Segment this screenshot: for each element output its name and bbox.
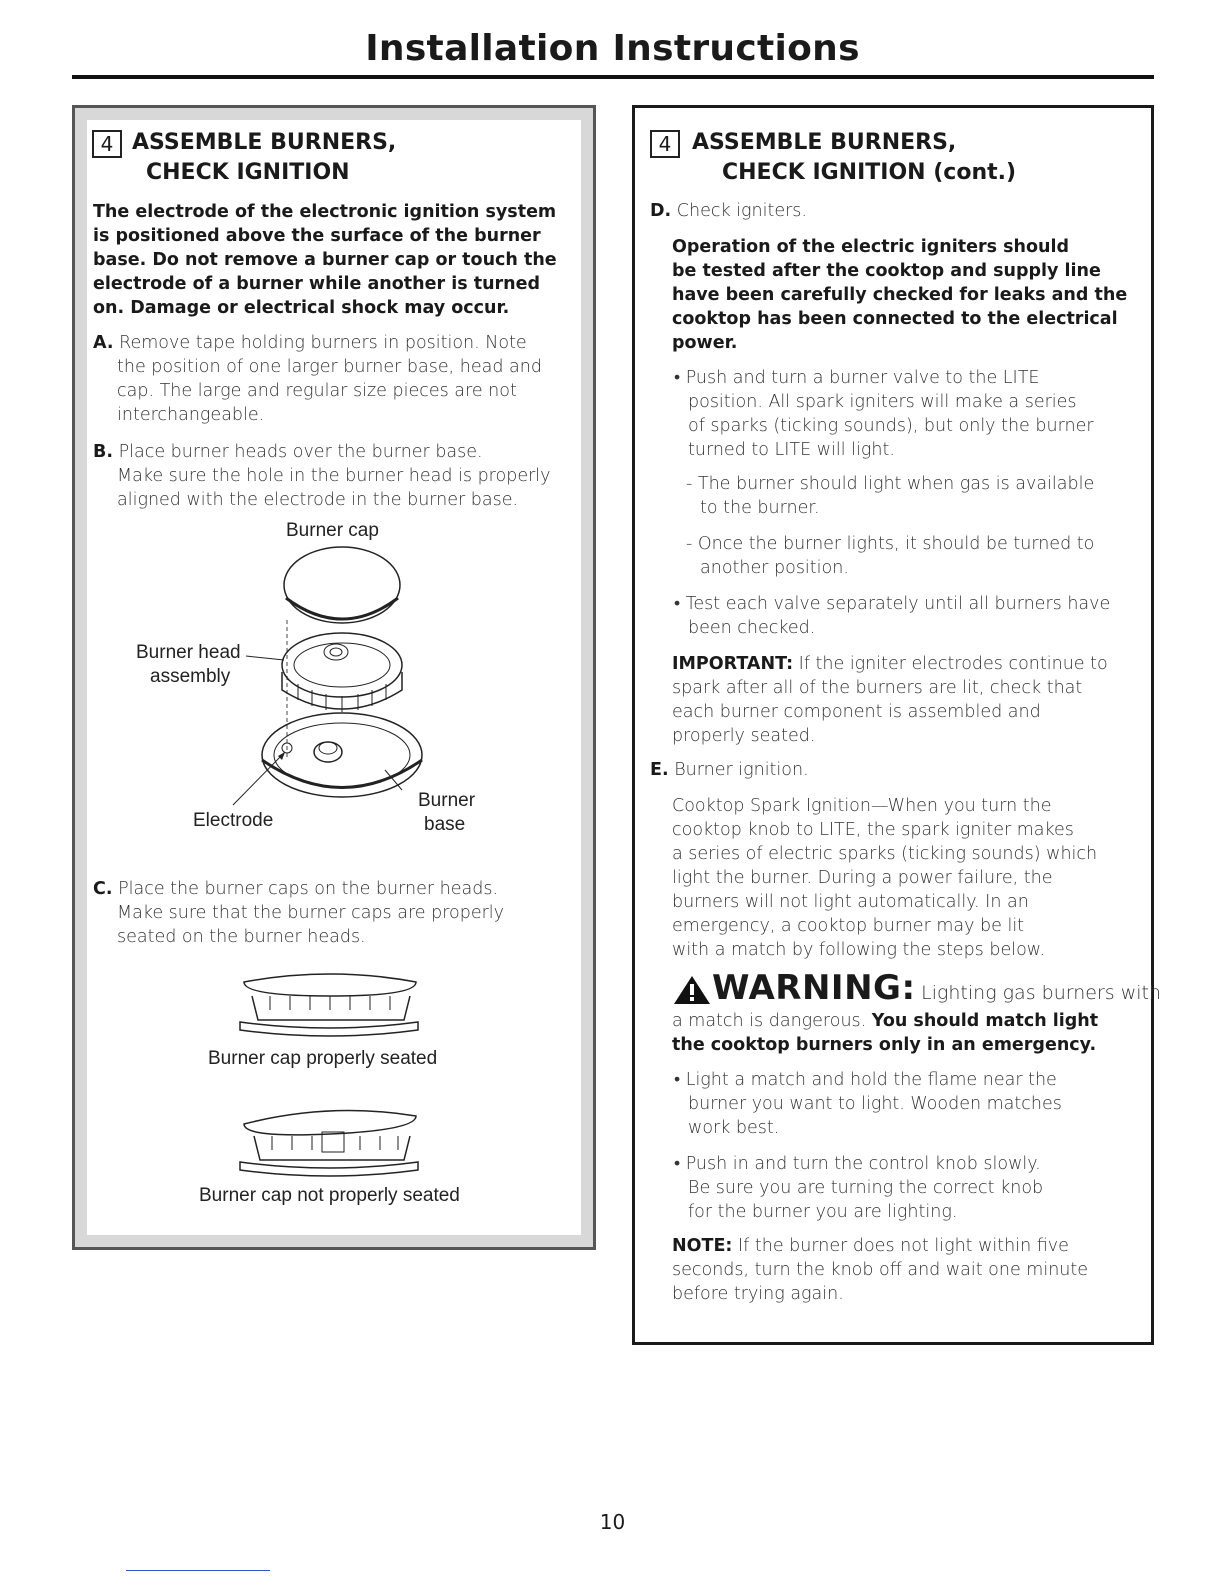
warning-heading: WARNING: Lighting gas burners with — [712, 968, 1161, 1008]
label-burner-cap: Burner cap — [286, 520, 379, 541]
step-a: A. Remove tape holding burners in position. Note the position of one larger burner base, head and cap. The large and regular size pieces are not interchangeable. — [93, 333, 542, 425]
warning-text: a match is dangerous. You should match light the cooktop burners only in an emergency. — [672, 1011, 1099, 1055]
page-number: 10 — [599, 1510, 626, 1534]
operation-paragraph: Operation of the electric igniters should be tested after the cooktop and supply line have been carefully checked for leaks and the cooktop has been connected to the electrical power. — [672, 237, 1128, 353]
label-burner-base-2: base — [424, 814, 466, 835]
important-paragraph: IMPORTANT: If the igniter electrodes continue to spark after all of the burners are lit, check that each burner component is assembled and properly seated. — [672, 654, 1108, 746]
step-heading-line1: ASSEMBLE BURNERS, — [132, 130, 397, 155]
step-number-badge-right: 4 — [650, 130, 680, 158]
bullet-push-and-turn: • Push and turn a burner valve to the LITE position. All spark igniters will make a series of sparks (ticking sounds), but only the burner turned to LITE will light. — [674, 368, 1094, 460]
caption-properly-seated: Burner cap properly seated — [208, 1048, 438, 1069]
footer-link-line — [126, 1570, 270, 1571]
step-d: D. Check igniters. — [650, 201, 807, 221]
bullet-test-each-valve: • Test each valve separately until all burners have been checked. — [674, 594, 1111, 638]
step-number-badge: 4 — [92, 130, 122, 158]
warning-paragraph: The electrode of the electronic ignition system is positioned above the surface of the burner base. Do not remove a burner cap or touch the electrode of a burner while another is turned on. Damage or electrical shock may occur. — [93, 202, 557, 318]
step-heading-line2: CHECK IGNITION — [146, 160, 350, 185]
bullet-push-knob: • Push in and turn the control knob slowly. Be sure you are turning the correct knob for the burner you are lighting. — [674, 1154, 1044, 1222]
label-electrode: Electrode — [193, 810, 274, 831]
step-e: E. Burner ignition. — [650, 760, 809, 780]
label-burner-head: Burner head — [136, 642, 241, 663]
warning-triangle-icon — [0, 0, 1, 1]
step-b: B. Place burner heads over the burner base. Make sure the hole in the burner head is properly aligned with the electrode in the burner base. — [93, 442, 551, 510]
label-burner-base: Burner — [418, 790, 476, 811]
step-heading-right-line2: CHECK IGNITION (cont.) — [722, 160, 1017, 185]
step-c: C. Place the burner caps on the burner heads. Make sure that the burner caps are properly seated on the burner heads. — [93, 879, 505, 947]
ignition-paragraph: Cooktop Spark Ignition—When you turn the cooktop knob to LITE, the spark igniter makes a series of electric sparks (ticking sounds) which light the burner. During a power failure, the burners will not light automatically. In an emergency, a cooktop burner may be lit with a match by following the steps below. — [672, 796, 1098, 960]
label-burner-head-2: assembly — [150, 666, 231, 687]
caption-not-properly-seated: Burner cap not properly seated — [199, 1185, 460, 1206]
page-title: Installation Instructions — [365, 28, 860, 69]
step-heading-right-line1: ASSEMBLE BURNERS, — [692, 130, 957, 155]
bullet-light-match: • Light a match and hold the flame near the burner you want to light. Wooden matches work best. — [674, 1070, 1062, 1138]
dash-burner-should-light: - The burner should light when gas is available to the burner. — [686, 474, 1095, 518]
title-rule — [72, 75, 1154, 79]
dash-once-burner-lights: - Once the burner lights, it should be turned to another position. — [686, 534, 1095, 578]
note-paragraph: NOTE: If the burner does not light within five seconds, turn the knob off and wait one minute before trying again. — [672, 1236, 1089, 1304]
